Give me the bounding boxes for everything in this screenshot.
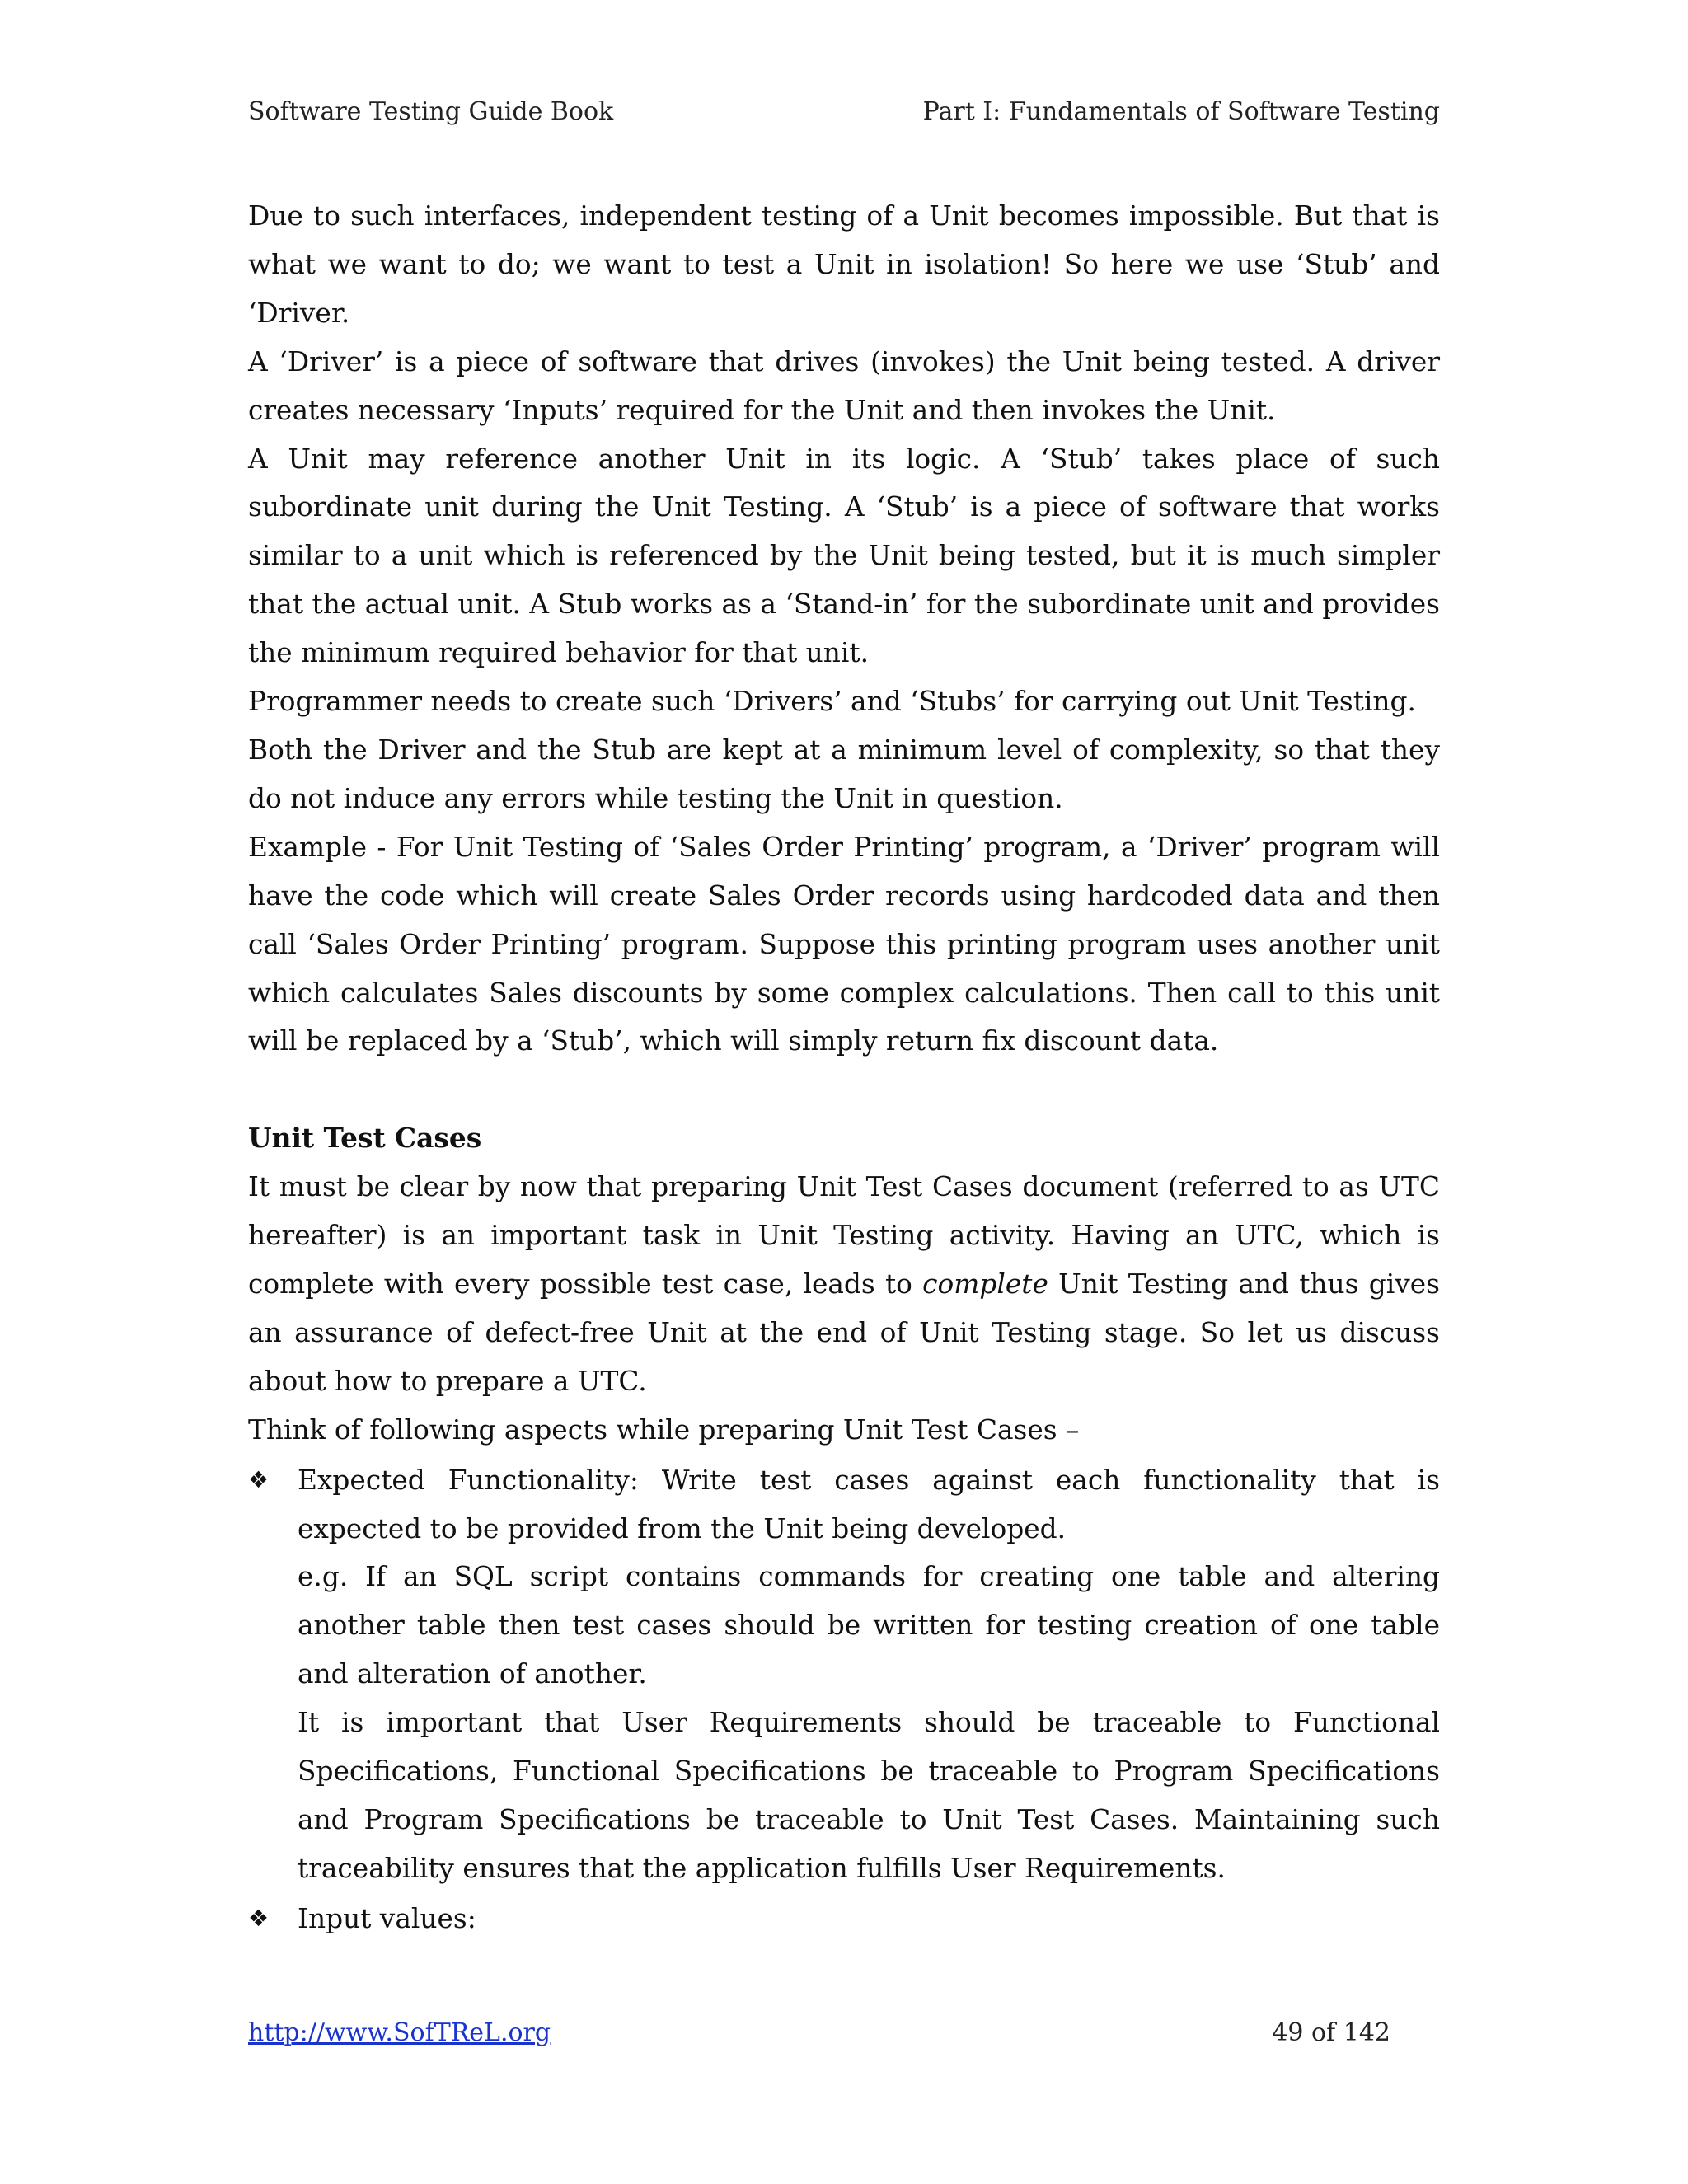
header-part-title: Part I: Fundamentals of Software Testing xyxy=(922,97,1440,126)
page-header xyxy=(248,96,1440,129)
aspects-list xyxy=(248,1456,1440,1943)
page-number: 49 of 142 xyxy=(1272,2018,1390,2047)
paragraph-utc-intro xyxy=(248,1163,1440,1406)
utc-intro-text-2: Unit Testing and thus gives an assurance of defect-free Unit at the end of Unit Testing stage. So let us discuss about how to prepare a UTC. xyxy=(248,1268,1440,1397)
page-content xyxy=(248,192,1440,1943)
list-item-input-values xyxy=(248,1895,1440,1943)
paragraph-driver: A ‘Driver’ is a piece of software that drives (invokes) the Unit being tested. A driver creates necessary ‘Inputs’ required for the Unit and then invokes the Unit. xyxy=(248,345,1440,426)
bullet-1-example: e.g. If an SQL script contains commands for creating one table and altering another table then test cases should be written for testing creation of one table and alteration of another. xyxy=(298,1561,1440,1690)
page-footer xyxy=(248,2015,1390,2051)
paragraph-programmer: Programmer needs to create such ‘Drivers’ and ‘Stubs’ for carrying out Unit Testing. xyxy=(248,686,1416,718)
section-heading: Unit Test Cases xyxy=(248,1122,482,1155)
paragraph-example: Example - For Unit Testing of ‘Sales Order Printing’ program, a ‘Driver’ program will have the code which will create Sales Order records using hardcoded data and then call ‘Sales Order Printing’ program. Suppose this printing program uses another unit which calculates Sales discounts by some complex calculations. Then call to this unit will be replaced by a ‘Stub’, which will simply return fix discount data. xyxy=(248,831,1440,1057)
bullet-1-traceability: It is important that User Requirements should be traceable to Functional Specifications, Functional Specifications be traceable to Program Specifications and Program Specifications be traceable to Unit Test Cases. Maintaining such traceability ensures that the application fulfills User Requirements. xyxy=(298,1707,1440,1884)
utc-intro-text-1: It must be clear by now that preparing Unit Test Cases document (referred to as UTC hereafter) is an important task in Unit Testing activity. Having an UTC, which is complete with every possible test case, leads to xyxy=(248,1171,1440,1301)
website-link[interactable]: http://www.SofTReL.org xyxy=(248,2018,551,2047)
header-book-title: Software Testing Guide Book xyxy=(248,97,614,126)
bullet-1-text: Expected Functionality: Write test cases against each functionality that is expected to be provided from the Unit being developed. xyxy=(298,1464,1440,1544)
bullet-2-text: Input values: xyxy=(298,1902,476,1934)
paragraph-interfaces: Due to such interfaces, independent testing of a Unit becomes impossible. But that is what we want to do; we want to test a Unit in isolation! So here we use ‘Stub’ and ‘Driver. xyxy=(248,200,1440,329)
list-item-expected-functionality xyxy=(248,1456,1440,1893)
paragraph-complexity: Both the Driver and the Stub are kept at a minimum level of complexity, so that they do not induce any errors while testing the Unit in question. xyxy=(248,733,1440,814)
diamond-bullet-icon: ❖ xyxy=(248,1904,270,1932)
utc-intro-italic: complete xyxy=(922,1268,1048,1301)
paragraph-stub: A Unit may reference another Unit in its logic. A ‘Stub’ takes place of such subordinate unit during the Unit Testing. A ‘Stub’ is a piece of software that works similar to a unit which is referenced by the Unit being tested, but it is much simpler that the actual unit. A Stub works as a ‘Stand-in’ for the subordinate unit and provides the minimum required behavior for that unit. xyxy=(248,443,1440,669)
diamond-bullet-icon: ❖ xyxy=(248,1465,270,1493)
paragraph-aspects: Think of following aspects while preparing Unit Test Cases – xyxy=(248,1413,1080,1446)
